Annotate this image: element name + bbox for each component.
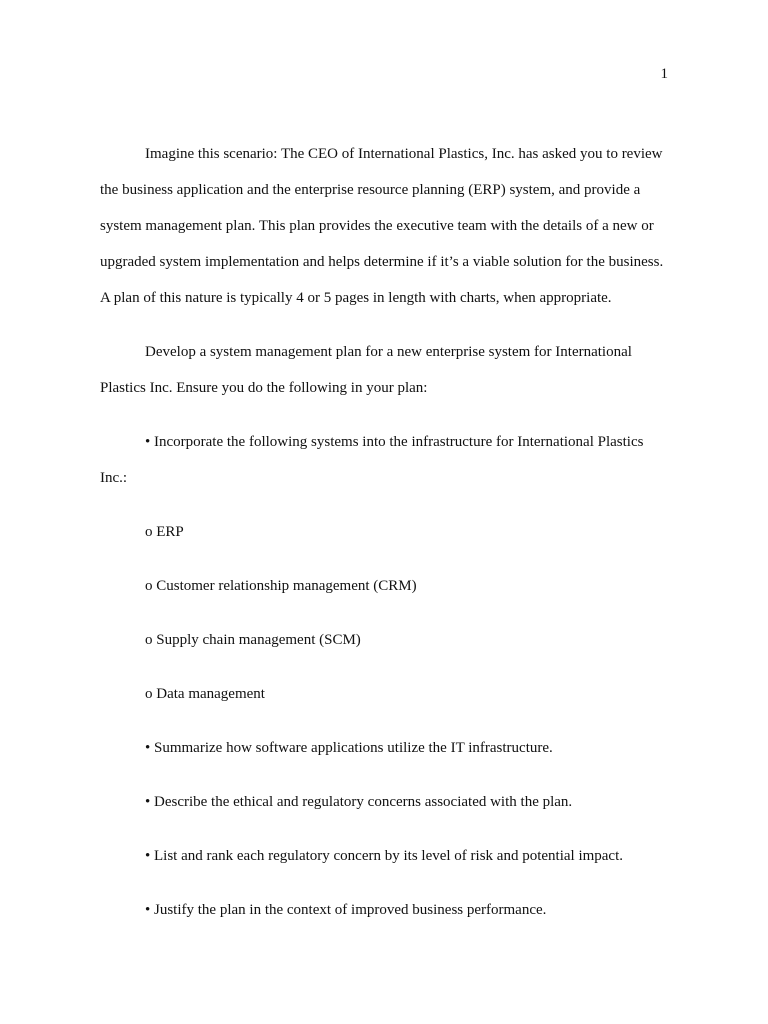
bullet-justify: • Justify the plan in the context of improved business performance. — [145, 902, 547, 918]
sub-item-crm: o Customer relationship management (CRM) — [145, 578, 417, 594]
instructions-paragraph: Develop a system management plan for a new enterprise system for International Plastics Inc. Ensure you do the following in your plan: — [100, 344, 632, 396]
bullet-incorporate-systems: • Incorporate the following systems into the infrastructure for International Plastics Inc.: — [100, 434, 644, 486]
bullet-describe: • Describe the ethical and regulatory concerns associated with the plan. — [145, 794, 573, 810]
sub-item-scm: o Supply chain management (SCM) — [145, 632, 361, 648]
bullet-summarize: • Summarize how software applications utilize the IT infrastructure. — [145, 740, 553, 756]
sub-item-erp: o ERP — [145, 524, 184, 540]
bullet-list-rank: • List and rank each regulatory concern by its level of risk and potential impact. — [145, 848, 624, 864]
scenario-paragraph: Imagine this scenario: The CEO of International Plastics, Inc. has asked you to review the business application and the enterprise resource planning (ERP) system, and provide a system management plan. This plan provides the executive team with the details of a new or upgraded system implementation and helps determine if it’s a viable solution for the business. A plan of this nature is typically 4 or 5 pages in length with charts, when appropriate. — [100, 146, 664, 306]
sub-item-data-management: o Data management — [145, 686, 265, 702]
document-body — [100, 136, 670, 946]
page-number: 1 — [660, 66, 668, 82]
